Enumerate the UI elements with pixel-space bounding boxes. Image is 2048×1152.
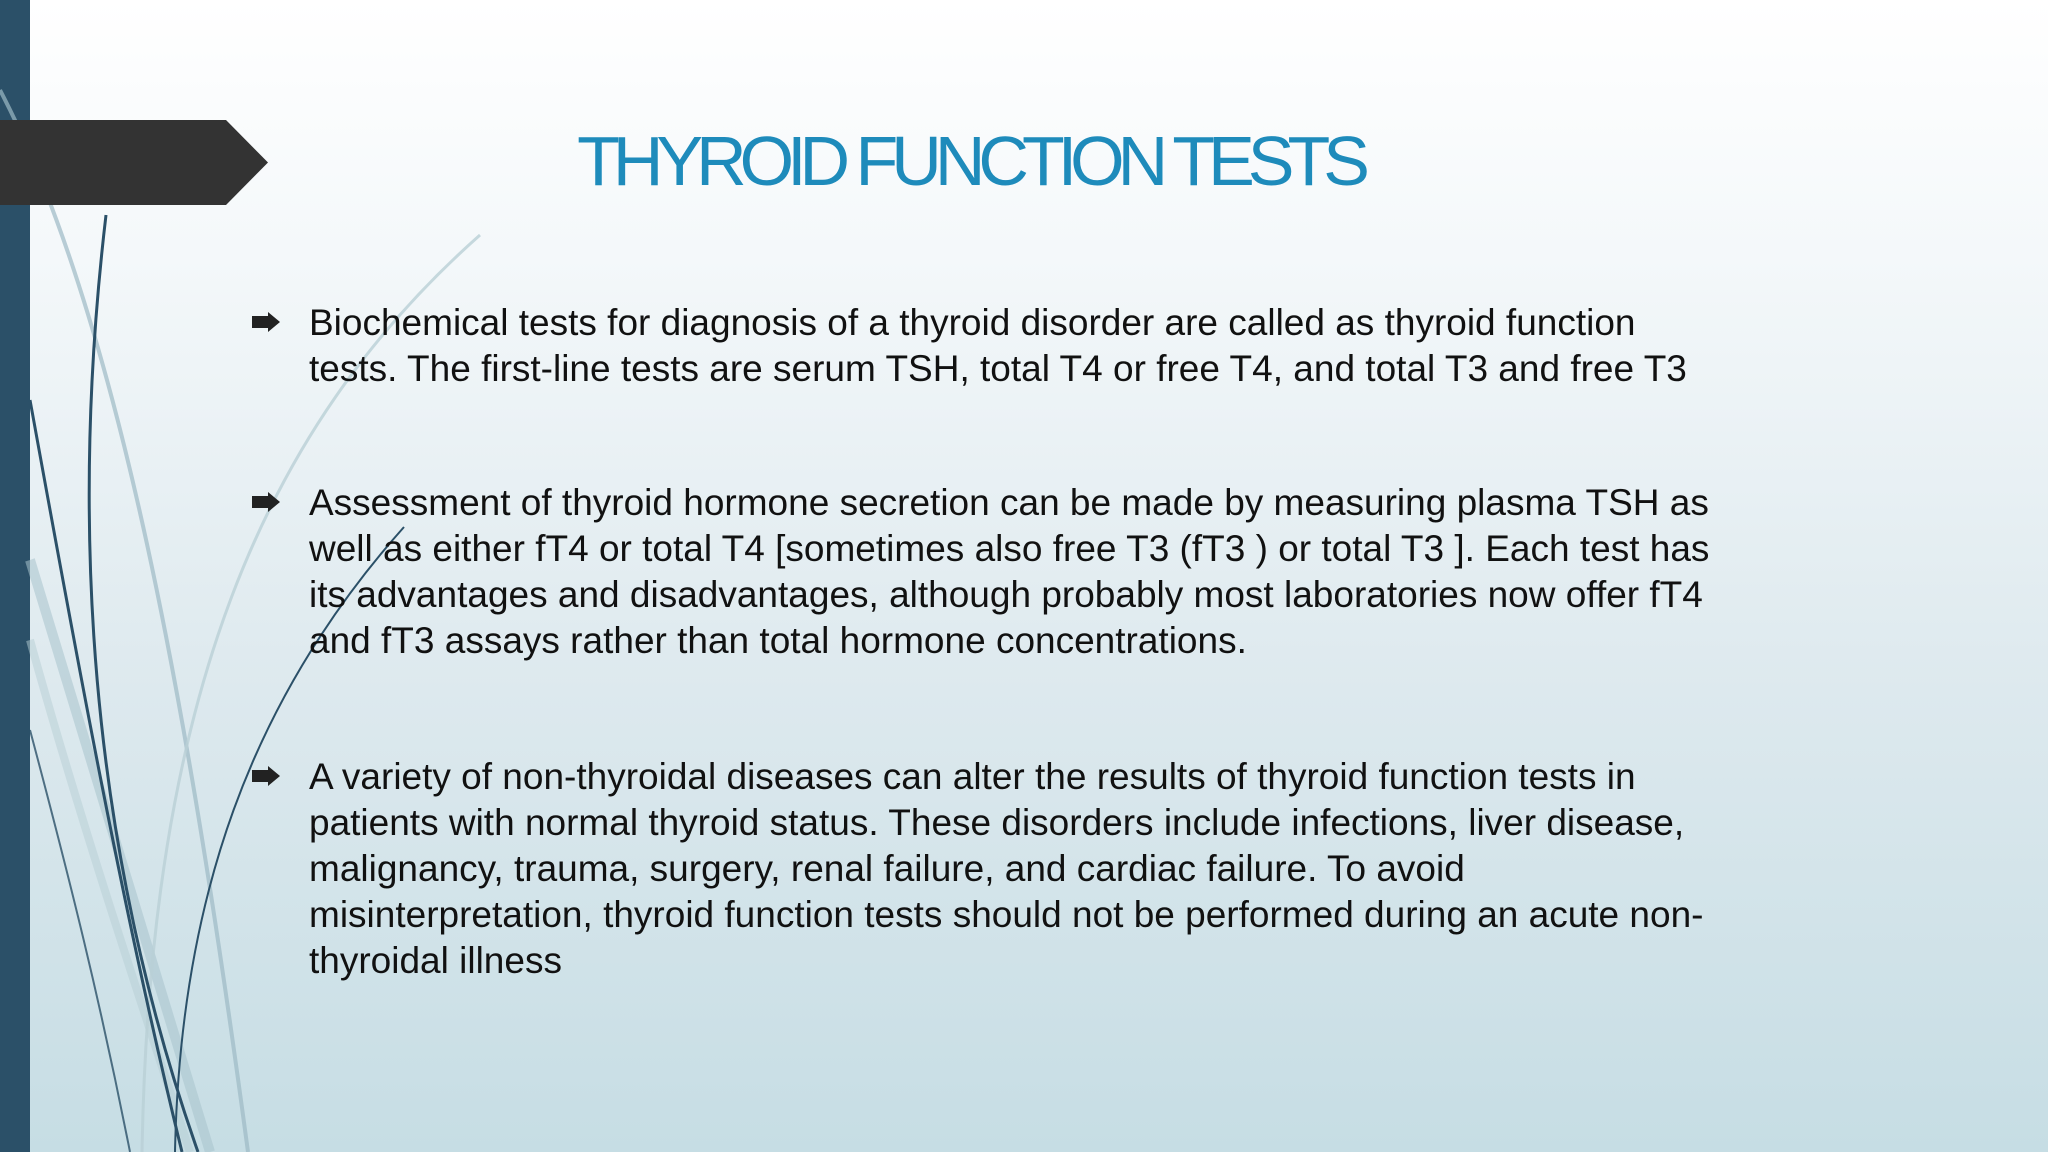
slide-title: THYROID FUNCTION TESTS [577,122,1363,200]
bullet-text: Biochemical tests for diagnosis of a thyroid disorder are called as thyroid function tests. The first-line tests are serum TSH, total T4 or free T4, and total T3 and free T3 [309,302,1687,389]
bullet-text: Assessment of thyroid hormone secretion can be made by measuring plasma TSH as well as either fT4 or total T4 [sometimes also free T3 (fT3 ) or total T3 ]. Each test has its advantages and disadvantages, although probably most laboratories now offer fT4 and fT3 assays rather than total hormone concentrations. [309,482,1710,661]
list-item [250,300,1730,392]
title-tab-arrow [0,120,268,205]
bullet-list [250,300,1730,984]
list-item [250,480,1730,664]
list-item [250,754,1730,984]
bullet-text: A variety of non-thyroidal diseases can alter the results of thyroid function tests in patients with normal thyroid status. These disorders include infections, liver disease, malignancy, trauma, surgery, renal failure, and cardiac failure. To avoid misinterpretation, thyroid function tests should not be performed during an acute non-thyroidal illness [309,756,1704,981]
arrow-bullet-icon [252,312,280,332]
arrow-bullet-icon [252,492,280,512]
arrow-bullet-icon [252,766,280,786]
